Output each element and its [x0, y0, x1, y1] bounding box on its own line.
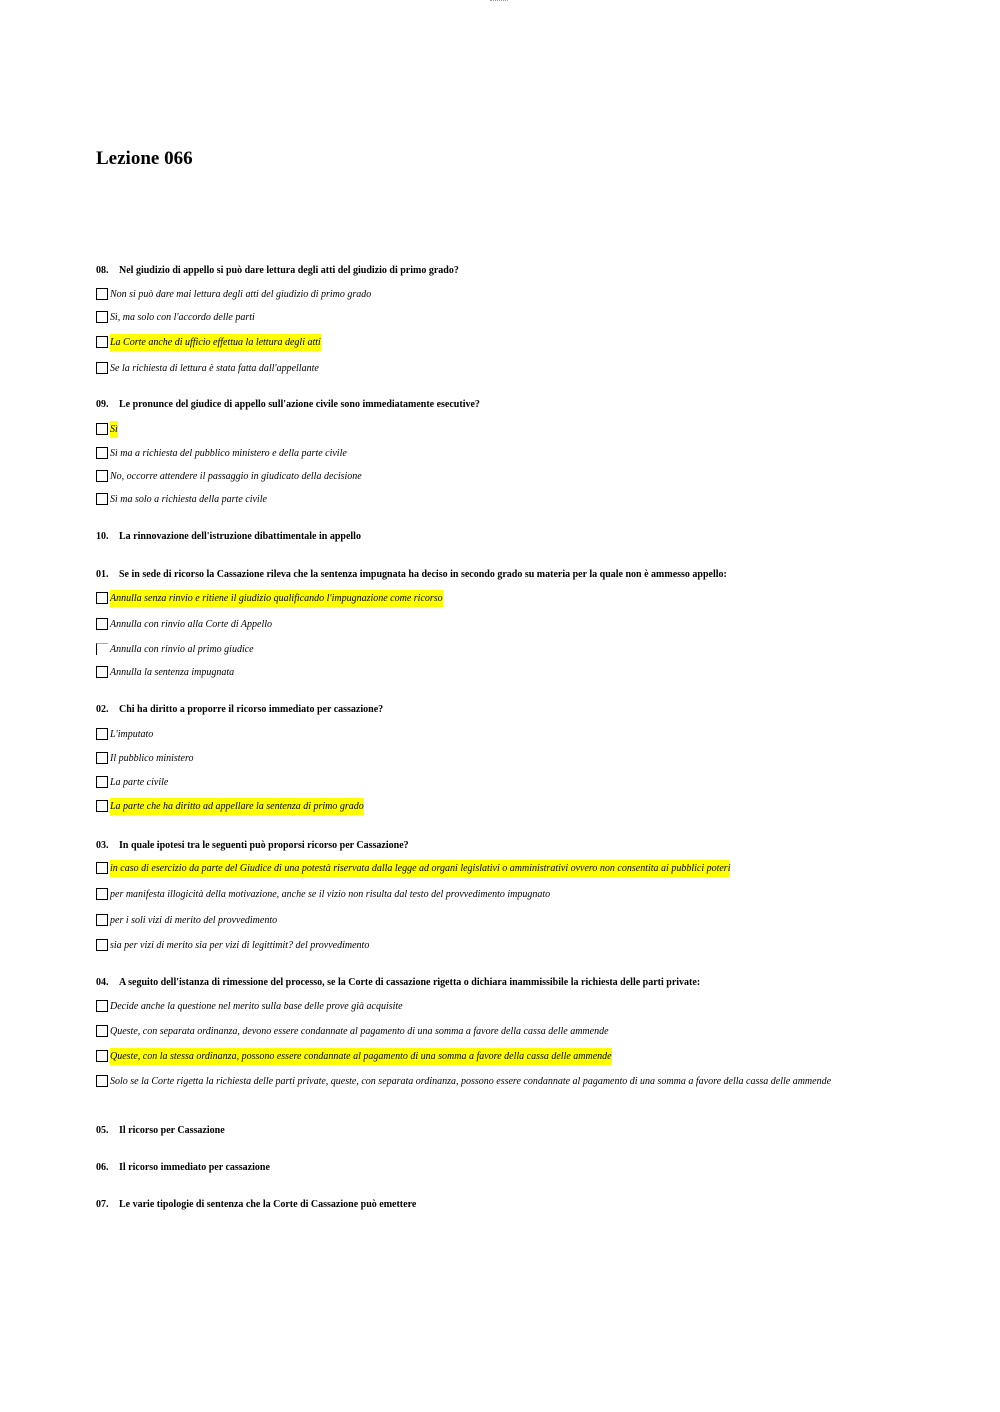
checkbox[interactable]	[96, 493, 108, 505]
checkbox[interactable]	[96, 336, 108, 348]
answer-text: Se la richiesta di lettura è stata fatta dall'appellante	[110, 363, 319, 374]
answer-option[interactable]	[96, 752, 886, 765]
answer-text: Sì ma a richiesta del pubblico ministero e della parte civile	[110, 448, 347, 459]
question-number: 05.	[96, 1125, 109, 1136]
checkbox[interactable]	[96, 423, 108, 435]
answer-option-highlighted[interactable]	[96, 423, 886, 436]
checkbox[interactable]	[96, 862, 108, 874]
answer-text: La parte civile	[110, 777, 169, 788]
answer-option-highlighted[interactable]	[96, 1050, 886, 1063]
answer-text: Non si può dare mai lettura degli atti del giudizio di primo grado	[110, 289, 372, 300]
checkbox[interactable]	[96, 728, 108, 740]
answer-option-highlighted[interactable]	[96, 336, 886, 349]
answer-text: sia per vizi di merito sia per vizi di legittimit? del provvedimento	[110, 940, 370, 951]
checkbox[interactable]	[96, 939, 108, 951]
answer-text: Sì, ma solo con l'accordo delle parti	[110, 312, 255, 323]
answer-option[interactable]	[96, 1075, 866, 1088]
answer-option[interactable]	[96, 666, 886, 679]
answer-option[interactable]	[96, 362, 886, 375]
question-text: Le pronunce del giudice di appello sull'azione civile sono immediatamente esecutive?	[119, 399, 480, 410]
question-number: 06.	[96, 1162, 109, 1173]
question-07	[96, 1199, 896, 1211]
checkbox[interactable]	[96, 470, 108, 482]
answer-text: Annulla la sentenza impugnata	[110, 667, 235, 678]
answer-option-highlighted[interactable]	[96, 592, 886, 605]
checkbox[interactable]	[96, 618, 108, 630]
answer-option[interactable]	[96, 470, 886, 483]
answer-text: Queste, con la stessa ordinanza, possono essere condannate al pagamento di una somma a favore della cassa delle ammende	[110, 1048, 612, 1065]
answer-option[interactable]	[96, 888, 886, 901]
checkbox[interactable]	[96, 914, 108, 926]
checkbox[interactable]	[96, 776, 108, 788]
checkbox[interactable]	[96, 362, 108, 374]
answer-text: per manifesta illogicità della motivazione, anche se il vizio non risulta dal testo del provvedimento impugnato	[110, 889, 551, 900]
checkbox[interactable]	[96, 1075, 108, 1087]
checkbox[interactable]	[96, 800, 108, 812]
answer-option[interactable]	[96, 1025, 886, 1038]
checkbox[interactable]	[96, 888, 108, 900]
answer-option-highlighted[interactable]	[96, 862, 886, 875]
page-header-mark	[490, 0, 508, 3]
question-text: Nel giudizio di appello si può dare lettura degli atti del giudizio di primo grado?	[119, 265, 459, 276]
question-number: 01.	[96, 569, 109, 580]
question-number: 03.	[96, 840, 109, 851]
answer-text: L'imputato	[110, 729, 154, 740]
checkbox[interactable]	[96, 1000, 108, 1012]
answer-option-highlighted[interactable]	[96, 800, 886, 813]
question-text: Le varie tipologie di sentenza che la Corte di Cassazione può emettere	[119, 1199, 417, 1210]
question-08	[96, 265, 896, 277]
question-text: Se in sede di ricorso la Cassazione rileva che la sentenza impugnata ha deciso in secondo grado su materia per la quale non è ammesso appello:	[119, 569, 727, 580]
answer-text: Il pubblico ministero	[110, 753, 194, 764]
answer-text: Sì	[110, 421, 118, 438]
checkbox[interactable]	[96, 1050, 108, 1062]
answer-text: Annulla senza rinvio e ritiene il giudizio qualificando l'impugnazione come ricorso	[110, 590, 443, 607]
answer-option[interactable]	[96, 643, 886, 656]
answer-text: Annulla con rinvio al primo giudice	[110, 644, 254, 655]
answer-text: in caso di esercizio da parte del Giudice di una potestà riservata dalla legge ad organi legislativi o amministrativi ovvero non consentita ai pubblici poteri	[110, 860, 730, 877]
checkbox[interactable]	[96, 643, 108, 655]
answer-option[interactable]	[96, 728, 886, 741]
question-number: 04.	[96, 977, 109, 988]
question-text: A seguito dell'istanza di rimessione del processo, se la Corte di cassazione rigetta o dichiara inammissibile la richiesta delle parti private:	[119, 977, 701, 988]
question-text: La rinnovazione dell'istruzione dibattimentale in appello	[119, 531, 361, 542]
question-text: Chi ha diritto a proporre il ricorso immediato per cassazione?	[119, 704, 384, 715]
lesson-title: Lezione 066	[96, 148, 193, 169]
question-02	[96, 704, 896, 716]
checkbox[interactable]	[96, 311, 108, 323]
question-09	[96, 399, 896, 411]
answer-option[interactable]	[96, 493, 886, 506]
answer-text: Sì ma solo a richiesta della parte civile	[110, 494, 267, 505]
answer-option[interactable]	[96, 939, 886, 952]
answer-text: per i soli vizi di merito del provvedimento	[110, 915, 278, 926]
answer-option[interactable]	[96, 618, 886, 631]
answer-option[interactable]	[96, 1000, 886, 1013]
question-number: 08.	[96, 265, 109, 276]
answer-text: Queste, con separata ordinanza, devono essere condannate al pagamento di una somma a favore della cassa delle ammende	[110, 1026, 609, 1037]
question-text: Il ricorso immediato per cassazione	[119, 1162, 270, 1173]
question-number: 07.	[96, 1199, 109, 1210]
question-number: 02.	[96, 704, 109, 715]
answer-text: Solo se la Corte rigetta la richiesta delle parti private, queste, con separata ordinanza, possono essere condannate al pagamento di una somma a favore della cassa delle ammende	[110, 1076, 832, 1087]
question-number: 09.	[96, 399, 109, 410]
answer-option[interactable]	[96, 914, 886, 927]
answer-option[interactable]	[96, 776, 886, 789]
answer-text: La parte che ha diritto ad appellare la sentenza di primo grado	[110, 798, 364, 815]
question-04	[96, 977, 896, 989]
question-03	[96, 840, 896, 852]
answer-option[interactable]	[96, 288, 886, 301]
question-01	[96, 569, 896, 581]
answer-option[interactable]	[96, 311, 886, 324]
answer-text: No, occorre attendere il passaggio in giudicato della decisione	[110, 471, 362, 482]
checkbox[interactable]	[96, 666, 108, 678]
answer-text: Annulla con rinvio alla Corte di Appello	[110, 619, 273, 630]
question-text: Il ricorso per Cassazione	[119, 1125, 225, 1136]
answer-option[interactable]	[96, 447, 886, 460]
answer-text: La Corte anche di ufficio effettua la lettura degli atti	[110, 334, 321, 351]
question-text: In quale ipotesi tra le seguenti può proporsi ricorso per Cassazione?	[119, 840, 409, 851]
question-10	[96, 531, 896, 543]
question-05	[96, 1125, 896, 1137]
checkbox[interactable]	[96, 288, 108, 300]
checkbox[interactable]	[96, 752, 108, 764]
checkbox[interactable]	[96, 447, 108, 459]
checkbox[interactable]	[96, 592, 108, 604]
question-06	[96, 1162, 896, 1174]
question-number: 10.	[96, 531, 109, 542]
checkbox[interactable]	[96, 1025, 108, 1037]
answer-text: Decide anche la questione nel merito sulla base delle prove già acquisite	[110, 1001, 403, 1012]
